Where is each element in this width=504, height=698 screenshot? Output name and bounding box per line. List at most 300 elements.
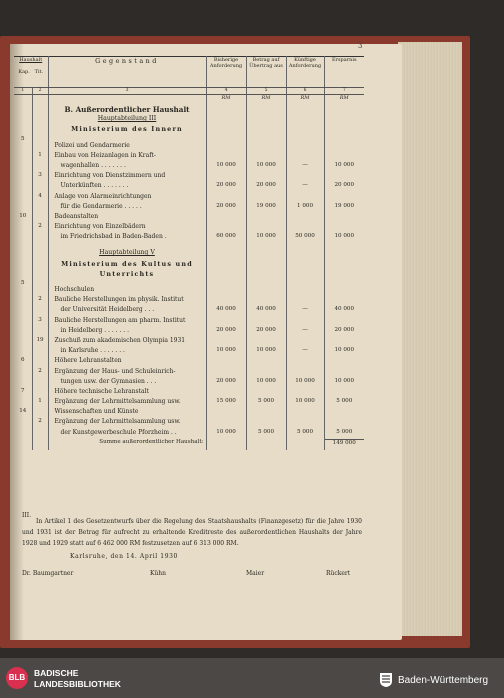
table-row (14, 115, 364, 125)
table-row (14, 429, 364, 440)
amount-cell (324, 125, 364, 135)
amount-cell (324, 296, 364, 306)
tit-cell: 2 (32, 418, 48, 428)
empty-cell (14, 439, 32, 450)
kap-cell (14, 347, 32, 357)
amount-cell (286, 152, 324, 162)
gegenstand-cell: Ergänzung der Lehrmittelsammlung usw. (48, 398, 206, 408)
amount-cell (246, 172, 286, 182)
kap-cell (14, 223, 32, 233)
amount-cell (246, 142, 286, 152)
header-bisherige: Bisherige Anforderung (206, 57, 246, 88)
amount-cell (286, 249, 324, 259)
table-row (14, 378, 364, 388)
amount-cell (246, 125, 286, 135)
tit-cell (32, 327, 48, 337)
footer-paragraph-text: In Artikel 1 des Gesetzentwurfs über die Regelung des Staatshaushalts (Finanzgesetz) für die Jahre 1930 und 1931 ist der Betrag für aufrecht zu erhaltende Kreditreste des außerordentlichen Haushalts der Jahre 1928 und 1929 statt auf 6 462 000 RM festzusetzen auf 6 313 000 RM. (22, 518, 362, 547)
tit-cell: 19 (32, 337, 48, 347)
table-row (14, 142, 364, 152)
empty-cell (48, 95, 206, 106)
header-gegenstand: Gegenstand (48, 57, 206, 88)
empty-cell (14, 95, 32, 106)
table-row (14, 347, 364, 357)
signature: Maier (246, 570, 265, 577)
tit-cell (32, 378, 48, 388)
amount-cell (246, 368, 286, 378)
amount-cell: 10 000 (334, 161, 355, 168)
kap-cell (14, 193, 32, 203)
amount-cell (324, 152, 364, 162)
amount-cell (286, 223, 324, 233)
kap-cell (14, 182, 32, 192)
tit-cell (32, 388, 48, 398)
amount-cell (286, 337, 324, 347)
amount-cell (286, 388, 324, 398)
amount-cell (324, 172, 364, 182)
amount-cell (206, 193, 246, 203)
kap-cell (14, 270, 32, 280)
kap-cell (14, 233, 32, 243)
amount-cell (206, 260, 246, 270)
kap-cell: 14 (14, 408, 32, 418)
amount-cell (246, 270, 286, 280)
table-row (14, 296, 364, 306)
tit-cell (32, 125, 48, 135)
tit-cell (32, 286, 48, 296)
tit-cell: 1 (32, 152, 48, 162)
amount-cell: 1 000 (286, 203, 324, 213)
place-date: Karlsruhe, den 14. April 1930 (70, 553, 178, 560)
amount-cell (324, 115, 364, 125)
table-row (14, 317, 364, 327)
amount-cell: 19 000 (334, 202, 355, 209)
kap-cell (14, 286, 32, 296)
amount-cell: 10 000 (286, 378, 324, 388)
amount-cell: 10 000 (206, 429, 246, 440)
gegenstand-cell: in Karlsruhe . . . . . . . (48, 347, 206, 357)
amount-cell (286, 193, 324, 203)
tit-cell (32, 162, 48, 172)
table-row (14, 233, 364, 243)
amount-cell (286, 286, 324, 296)
signature: Dr. Baumgartner (22, 570, 74, 577)
amount-cell (286, 125, 324, 135)
table-row (14, 193, 364, 203)
currency-row (14, 95, 364, 106)
header-haushalt (14, 57, 48, 88)
amount-cell (246, 418, 286, 428)
col-number: 6 (286, 88, 324, 95)
amount-cell: 19 000 (246, 203, 286, 213)
tit-cell (32, 142, 48, 152)
header-haushalt-label: Haushalt (19, 57, 43, 63)
gegenstand-cell: Einrichtung von Einzelbädern (48, 223, 206, 233)
gegenstand-cell: Unterkünften . . . . . . . (48, 182, 206, 192)
amount-cell (246, 286, 286, 296)
table-row (14, 125, 364, 135)
tit-cell (32, 306, 48, 316)
amount-cell: 10 000 (206, 162, 246, 172)
kap-cell (14, 378, 32, 388)
amount-cell (246, 193, 286, 203)
amount-cell: — (286, 182, 324, 192)
blb-logo[interactable]: BLB (6, 667, 28, 689)
amount-cell (324, 286, 364, 296)
amount-cell (206, 408, 246, 418)
amount-cell (206, 213, 246, 223)
gegenstand-cell: Einrichtung von Dienstzimmern und (48, 172, 206, 182)
kap-cell (14, 398, 32, 408)
amount-cell: 20 000 (246, 327, 286, 337)
amount-cell (324, 213, 364, 223)
amount-cell (246, 152, 286, 162)
amount-cell: 20 000 (334, 182, 355, 189)
header-betrag: Betrag auf Übertrag aus (246, 57, 286, 88)
amount-cell (206, 337, 246, 347)
kap-cell (14, 260, 32, 270)
gegenstand-cell: Bauliche Herstellungen am pharm. Institut (48, 317, 206, 327)
amount-cell: 40 000 (246, 306, 286, 316)
tit-cell (32, 260, 48, 270)
table-row (14, 337, 364, 347)
tit-cell (32, 408, 48, 418)
table-header-row (14, 57, 364, 88)
header-ersparnis: Ersparnis (324, 57, 364, 88)
kap-cell: 7 (14, 388, 32, 398)
table-row (14, 152, 364, 162)
table-row (14, 182, 364, 192)
tit-cell (32, 233, 48, 243)
kap-cell (14, 172, 32, 182)
amount-cell (246, 115, 286, 125)
sum-value: 149 000 (324, 439, 364, 450)
amount-cell: 5 000 (246, 398, 286, 408)
gegenstand-cell: Höhere Lehranstalten (48, 357, 206, 367)
amount-cell: 10 000 (334, 377, 355, 384)
table-row (14, 203, 364, 213)
col-number: 1 (14, 88, 32, 95)
table-row (14, 213, 364, 223)
header-kap: Kap. (18, 69, 30, 75)
table-row (14, 260, 364, 270)
section-title-row (14, 105, 364, 115)
tit-cell (32, 347, 48, 357)
gegenstand-cell: Ergänzung der Haus- und Schuleinrich- (48, 368, 206, 378)
amount-cell (206, 115, 246, 125)
amount-cell: 15 000 (206, 398, 246, 408)
table-row (14, 286, 364, 296)
kap-cell: 6 (14, 357, 32, 367)
amount-cell (286, 408, 324, 418)
gegenstand-cell: Hochschulen (48, 286, 206, 296)
amount-cell (206, 418, 246, 428)
gegenstand-cell: Höhere technische Lehranstalt (48, 388, 206, 398)
currency-label: RM (246, 95, 286, 106)
amount-cell (246, 213, 286, 223)
gegenstand-cell: Wissenschaften und Künste (48, 408, 206, 418)
gegenstand-cell: Anlage von Alarmeinrichtungen (48, 193, 206, 203)
amount-cell: 5 000 (286, 429, 324, 440)
bw-coat-of-arms-icon (379, 672, 393, 688)
amount-cell: 5 000 (336, 428, 353, 435)
empty-cell (246, 439, 286, 450)
amount-cell: 10 000 (246, 378, 286, 388)
blb-name[interactable] (34, 668, 121, 690)
amount-cell (324, 368, 364, 378)
empty-cell (32, 95, 48, 106)
kap-cell (14, 203, 32, 213)
sum-row (14, 439, 364, 450)
kap-cell (14, 327, 32, 337)
amount-cell (206, 388, 246, 398)
kap-cell (14, 162, 32, 172)
column-number-row (14, 88, 364, 95)
amount-cell (206, 270, 246, 280)
amount-cell (286, 368, 324, 378)
amount-cell (286, 357, 324, 367)
amount-cell (206, 152, 246, 162)
amount-cell (286, 317, 324, 327)
table-row (14, 162, 364, 172)
amount-cell (206, 286, 246, 296)
amount-cell (246, 249, 286, 259)
table-row (14, 408, 364, 418)
amount-cell (324, 408, 364, 418)
kap-cell (14, 296, 32, 306)
empty-cell (206, 105, 246, 115)
amount-cell (246, 260, 286, 270)
footer-paragraph (22, 516, 362, 549)
amount-cell: 20 000 (206, 182, 246, 192)
gegenstand-cell: tungen usw. der Gymnasien . . . (48, 378, 206, 388)
tit-cell: 3 (32, 172, 48, 182)
amount-cell (206, 172, 246, 182)
amount-cell: 40 000 (206, 306, 246, 316)
amount-cell (246, 388, 286, 398)
amount-cell (324, 418, 364, 428)
gegenstand-cell: in Heidelberg . . . . . . . (48, 327, 206, 337)
header-tit: Tit. (34, 69, 44, 75)
empty-cell (286, 105, 324, 115)
amount-cell: 10 000 (246, 347, 286, 357)
amount-cell (286, 260, 324, 270)
tit-cell (32, 182, 48, 192)
amount-cell: 20 000 (206, 327, 246, 337)
amount-cell (246, 223, 286, 233)
roman-numeral: III. (22, 512, 32, 519)
kap-cell: 5 (14, 280, 32, 286)
kap-cell (14, 125, 32, 135)
amount-cell: — (286, 306, 324, 316)
gegenstand-cell: Ergänzung der Lehrmittelsammlung usw. (48, 418, 206, 428)
currency-label: RM (286, 95, 324, 106)
gegenstand-cell: Polizei und Gendarmerie (48, 142, 206, 152)
amount-cell: 20 000 (206, 378, 246, 388)
amount-cell: 50 000 (286, 233, 324, 243)
header-kuenftige: Künftige Anforderung (286, 57, 324, 88)
amount-cell (324, 260, 364, 270)
amount-cell (246, 296, 286, 306)
tit-cell: 1 (32, 398, 48, 408)
page-number: 3 (358, 42, 363, 50)
amount-cell (246, 357, 286, 367)
tit-cell (32, 249, 48, 259)
tit-cell (32, 213, 48, 223)
bw-label[interactable]: Baden-Württemberg (398, 675, 489, 686)
amount-cell (206, 296, 246, 306)
signature: Rückert (326, 570, 351, 577)
amount-cell (246, 317, 286, 327)
kap-cell: 10 (14, 213, 32, 223)
col-number: 3 (48, 88, 206, 95)
amount-cell (206, 223, 246, 233)
amount-cell: 40 000 (334, 306, 355, 313)
table-row (14, 327, 364, 337)
kap-cell (14, 115, 32, 125)
amount-cell (324, 388, 364, 398)
amount-cell (206, 125, 246, 135)
kap-cell (14, 429, 32, 440)
amount-cell (324, 357, 364, 367)
amount-cell: 5 000 (246, 429, 286, 440)
tit-cell (32, 270, 48, 280)
empty-cell (246, 105, 286, 115)
amount-cell (286, 270, 324, 280)
gegenstand-cell: Ministerium des Kultus und (48, 260, 206, 270)
amount-cell (324, 317, 364, 327)
gegenstand-cell: Einbau von Heizanlagen in Kraft- (48, 152, 206, 162)
amount-cell (286, 115, 324, 125)
amount-cell (324, 337, 364, 347)
amount-cell: 10 000 (246, 233, 286, 243)
empty-cell (206, 439, 246, 450)
tit-cell: 2 (32, 368, 48, 378)
table-row (14, 388, 364, 398)
section-title: B. Außerordentlicher Haushalt (48, 105, 206, 115)
tit-cell (32, 429, 48, 440)
empty-cell (286, 439, 324, 450)
empty-cell (32, 105, 48, 115)
gegenstand-cell: Hauptabteilung III (48, 115, 206, 125)
table-row (14, 172, 364, 182)
amount-cell (286, 418, 324, 428)
amount-cell: 60 000 (206, 233, 246, 243)
amount-cell (286, 142, 324, 152)
empty-cell (32, 439, 48, 450)
amount-cell (206, 317, 246, 327)
gegenstand-cell: der Universität Heidelberg . . . (48, 306, 206, 316)
amount-cell (206, 368, 246, 378)
budget-table (14, 56, 364, 450)
col-number: 5 (246, 88, 286, 95)
gegenstand-cell: der Kunstgewerbeschule Pforzheim . . (48, 429, 206, 440)
amount-cell: 20 000 (206, 203, 246, 213)
gegenstand-cell: Unterrichts (48, 270, 206, 280)
amount-cell (324, 142, 364, 152)
kap-cell (14, 142, 32, 152)
table-row (14, 418, 364, 428)
amount-cell: 10 000 (286, 398, 324, 408)
blb-name-line1: BADISCHE (34, 668, 79, 678)
col-number: 7 (324, 88, 364, 95)
amount-cell (324, 249, 364, 259)
table-row (14, 398, 364, 408)
col-number: 4 (206, 88, 246, 95)
table-row (14, 270, 364, 280)
amount-cell (286, 172, 324, 182)
gegenstand-cell: Hauptabteilung V (48, 249, 206, 259)
tit-cell (32, 203, 48, 213)
tit-cell: 2 (32, 296, 48, 306)
amount-cell (246, 408, 286, 418)
table-row (14, 223, 364, 233)
amount-cell: 10 000 (334, 347, 355, 354)
amount-cell (246, 337, 286, 347)
gegenstand-cell: wagenhallen . . . . . . . (48, 162, 206, 172)
currency-label: RM (206, 95, 246, 106)
tit-cell: 2 (32, 223, 48, 233)
amount-cell (324, 223, 364, 233)
tit-cell: 3 (32, 317, 48, 327)
tit-cell (32, 115, 48, 125)
amount-cell (324, 193, 364, 203)
table-row (14, 249, 364, 259)
gegenstand-cell: Badeanstalten (48, 213, 206, 223)
amount-cell: 10 000 (246, 162, 286, 172)
gegenstand-cell: Bauliche Herstellungen im physik. Institut (48, 296, 206, 306)
table-row (14, 306, 364, 316)
amount-cell: 10 000 (334, 233, 355, 240)
amount-cell: 10 000 (206, 347, 246, 357)
amount-cell: 5 000 (336, 398, 353, 405)
tit-cell (32, 357, 48, 367)
kap-cell: 5 (14, 136, 32, 142)
amount-cell: 20 000 (246, 182, 286, 192)
amount-cell: — (286, 327, 324, 337)
gegenstand-cell: im Friedrichsbad in Baden-Baden . (48, 233, 206, 243)
amount-cell: 20 000 (334, 326, 355, 333)
amount-cell (286, 296, 324, 306)
kap-cell (14, 152, 32, 162)
empty-cell (14, 105, 32, 115)
amount-cell (286, 213, 324, 223)
kap-cell (14, 317, 32, 327)
table-row (14, 368, 364, 378)
amount-cell (206, 357, 246, 367)
kap-cell (14, 368, 32, 378)
empty-cell (324, 105, 364, 115)
sum-label: Summe außerordentlicher Haushalt: (48, 439, 206, 450)
amount-cell (206, 249, 246, 259)
col-number: 2 (32, 88, 48, 95)
kap-cell (14, 249, 32, 259)
kap-cell (14, 337, 32, 347)
gegenstand-cell: Ministerium des Innern (48, 125, 206, 135)
amount-cell: — (286, 347, 324, 357)
kap-cell (14, 418, 32, 428)
amount-cell (206, 142, 246, 152)
blb-name-line2: LANDESBIBLIOTHEK (34, 679, 121, 689)
gegenstand-cell: für die Gendarmerie . . . . . (48, 203, 206, 213)
kap-cell (14, 306, 32, 316)
amount-cell (324, 270, 364, 280)
page-block-edge (398, 42, 462, 636)
amount-cell: — (286, 162, 324, 172)
gegenstand-cell: Zuschuß zum akademischen Olympia 1931 (48, 337, 206, 347)
tit-cell: 4 (32, 193, 48, 203)
signature: Kühn (150, 570, 166, 577)
currency-label: RM (339, 95, 349, 101)
